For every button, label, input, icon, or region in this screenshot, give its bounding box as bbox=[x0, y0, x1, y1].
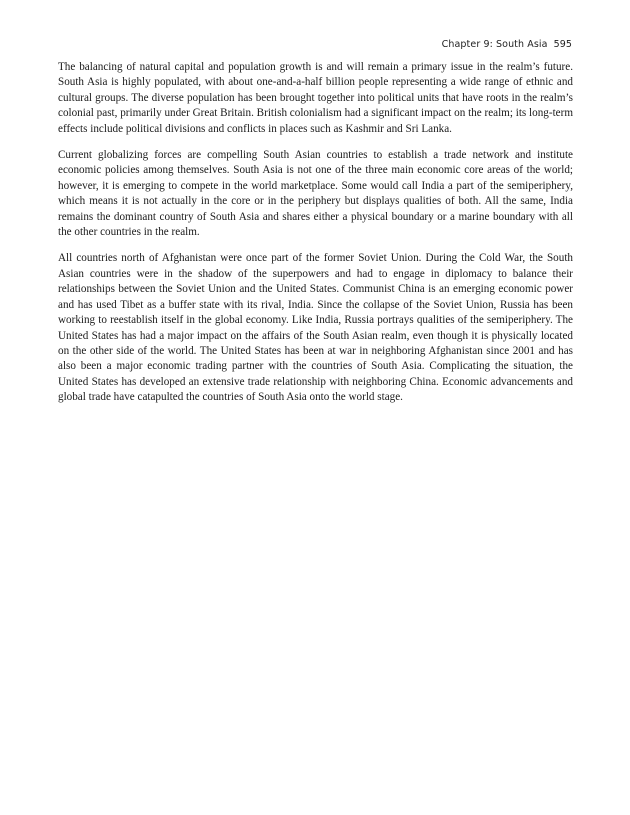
running-header bbox=[442, 39, 572, 50]
body-text bbox=[58, 60, 573, 417]
page-number: 595 bbox=[553, 39, 572, 50]
paragraph-2: Current globalizing forces are compelling South Asian countries to establish a trade network and institute economic policies among themselves. South Asia is not one of the three main economic core areas of the world; however, it is emerging to compete in the world marketplace. Some would call India a part of the semiperiphery, which means it is not actually in the core or in the periphery but displays qualities of both. All the same, India remains the dominant country of South Asia and shares either a physical boundary or a marine boundary with all the other countries in the realm. bbox=[58, 149, 573, 239]
chapter-label: Chapter 9: South Asia bbox=[441, 39, 548, 50]
paragraph-1: The balancing of natural capital and population growth is and will remain a primary issue in the realm’s future. South Asia is highly populated, with about one-and-a-half billion people representing a wide range of ethnic and cultural groups. The diverse population has been brought together into political units that have roots in the realm’s colonial past, primarily under Great Britain. British colonialism had a significant impact on the realm; its long-term effects include political divisions and conflicts in places such as Kashmir and Sri Lanka. bbox=[58, 61, 573, 135]
paragraph-3: All countries north of Afghanistan were once part of the former Soviet Union. During the Cold War, the South Asian countries were in the shadow of the superpowers and had to engage in diplomacy to balance their relationships between the Soviet Union and the United States. Communist China is an emerging economic power and has used Tibet as a buffer state with its rival, India. Since the collapse of the Soviet Union, Russia has been working to reestablish itself in the global economy. Like India, Russia portrays qualities of the semiperiphery. The United States has had a major impact on the affairs of the South Asian realm, even though it is physically located on the other side of the world. The United States has been at war in neighboring Afghanistan since 2001 and has also been a major economic trading partner with the countries of South Asia. Complicating the situation, the United States has developed an extensive trade relationship with neighboring China. Economic advancements and global trade have catapulted the countries of South Asia onto the world stage. bbox=[58, 252, 573, 404]
